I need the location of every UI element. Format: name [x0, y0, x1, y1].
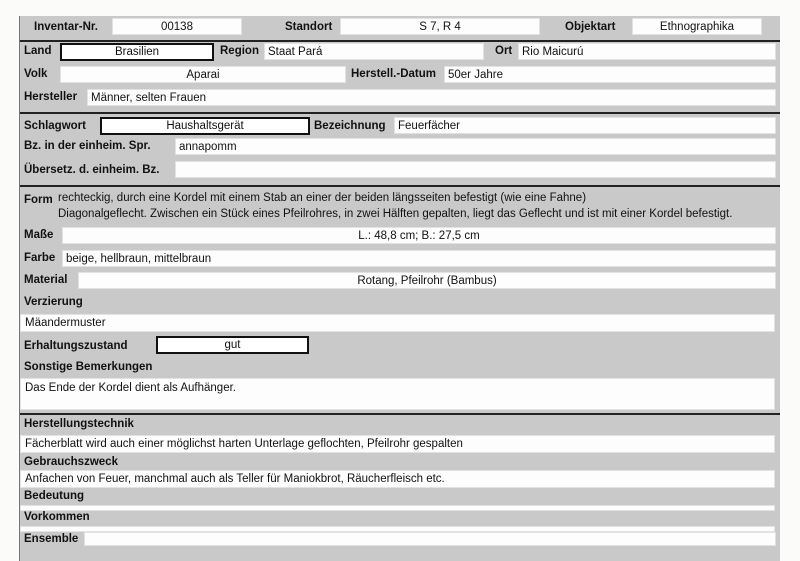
remarks-label: Sonstige Bemerkungen	[24, 361, 153, 373]
location-label: Standort	[285, 21, 333, 33]
object-type-field[interactable]: Ethnographika	[632, 18, 762, 35]
designation-label: Bezeichnung	[314, 120, 386, 132]
native-name-label: Bz. in der einheim. Spr.	[24, 140, 151, 152]
condition-label: Erhaltungszustand	[24, 340, 128, 352]
condition-field[interactable]: gut	[156, 336, 309, 354]
place-field[interactable]: Rio Maicurú	[518, 43, 776, 60]
keyword-label: Schlagwort	[24, 120, 86, 132]
inventory-number-field[interactable]: 00138	[112, 18, 242, 35]
region-label: Region	[220, 45, 259, 57]
object-type-label: Objektart	[565, 21, 616, 33]
dimensions-field[interactable]: L.: 48,8 cm; B.: 27,5 cm	[62, 227, 776, 244]
section-divider	[20, 413, 780, 415]
meaning-label: Bedeutung	[24, 490, 85, 502]
section-divider	[20, 185, 780, 187]
record-form	[19, 16, 780, 561]
meaning-field[interactable]	[20, 505, 775, 511]
maker-label: Hersteller	[24, 91, 78, 103]
occurrence-label: Vorkommen	[24, 511, 90, 523]
technique-label: Herstellungstechnik	[24, 418, 134, 430]
translation-field[interactable]	[175, 161, 776, 178]
section-divider	[20, 40, 780, 42]
section-divider	[20, 112, 780, 114]
people-label: Volk	[24, 68, 48, 80]
country-field[interactable]: Brasilien	[60, 43, 214, 61]
form-label: Form	[24, 194, 53, 206]
ensemble-field[interactable]	[84, 532, 776, 546]
decoration-label: Verzierung	[24, 296, 83, 308]
inventory-number-label: Inventar-Nr.	[34, 21, 98, 33]
technique-field[interactable]: Fächerblatt wird auch einer möglichst harten Unterlage geflochten, Pfeilrohr gespalten	[20, 435, 775, 453]
material-field[interactable]: Rotang, Pfeilrohr (Bambus)	[78, 272, 776, 289]
designation-field[interactable]: Feuerfächer	[394, 117, 776, 134]
purpose-field[interactable]: Anfachen von Feuer, manchmal auch als Teller für Maniokbrot, Räucherfleisch etc.	[20, 470, 775, 488]
people-field[interactable]: Aparai	[60, 66, 346, 83]
remarks-field[interactable]: Das Ende der Kordel dient als Aufhänger.	[20, 378, 775, 410]
color-field[interactable]: beige, hellbraun, mittelbraun	[62, 250, 776, 267]
country-label: Land	[24, 45, 52, 57]
decoration-field[interactable]: Mäandermuster	[20, 314, 775, 332]
native-name-field[interactable]: annapomm	[175, 138, 776, 155]
production-date-field[interactable]: 50er Jahre	[444, 66, 776, 83]
maker-field[interactable]: Männer, selten Frauen	[87, 89, 776, 106]
keyword-field[interactable]: Haushaltsgerät	[100, 117, 310, 135]
purpose-label: Gebrauchszweck	[24, 456, 118, 468]
production-date-label: Herstell.-Datum	[351, 68, 436, 80]
form-value-line2: Diagonalgeflecht. Zwischen ein Stück eines Pfeilrohres, in zwei Hälften gepalten, liegt das Geflecht und ist mit einer Kordel befestigt.	[58, 208, 733, 220]
color-label: Farbe	[24, 252, 56, 264]
ensemble-label: Ensemble	[24, 533, 79, 545]
place-label: Ort	[495, 45, 513, 57]
location-field[interactable]: S 7, R 4	[340, 18, 540, 35]
material-label: Material	[24, 274, 68, 286]
form-value-line1: rechteckig, durch eine Kordel mit einem Stab an einer der beiden längsseiten befestigt (wie eine Fahne)	[58, 192, 587, 204]
dimensions-label: Maße	[24, 229, 54, 241]
translation-label: Übersetz. d. einheim. Bz.	[24, 164, 160, 176]
region-field[interactable]: Staat Pará	[264, 43, 484, 60]
